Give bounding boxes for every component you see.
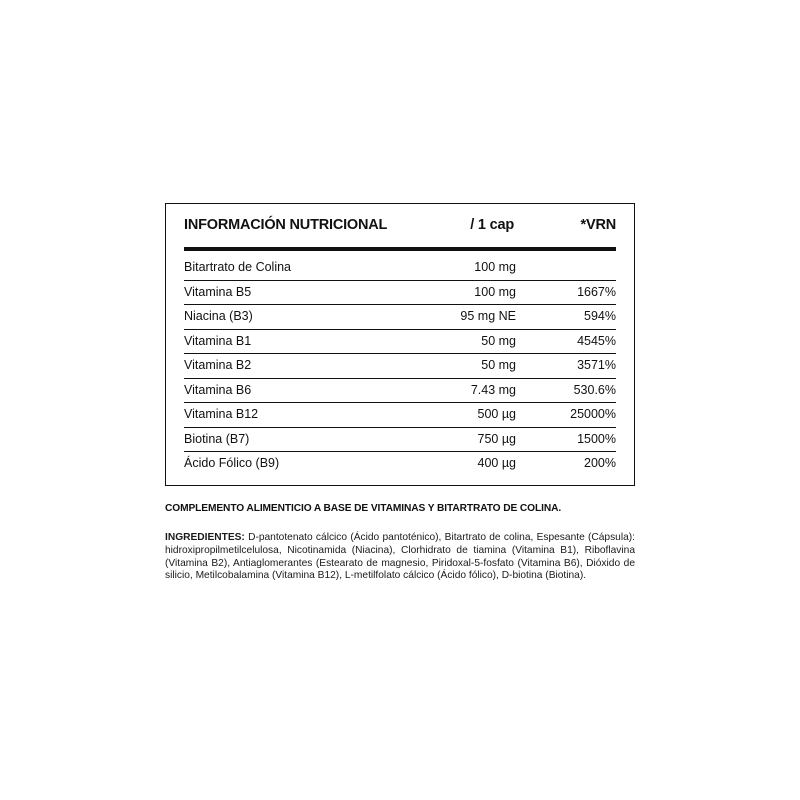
- nutrition-facts-panel: [165, 203, 635, 486]
- nutrient-vrn: 200%: [584, 456, 616, 470]
- nutrient-dose: 100 mg: [474, 284, 516, 299]
- nutrient-name: Niacina (B3): [184, 309, 253, 323]
- nutrient-dose: 50 mg: [481, 358, 516, 372]
- nutrient-name: Ácido Fólico (B9): [184, 456, 280, 470]
- header-vrn-label: *VRN: [580, 217, 616, 233]
- nutrient-dose: 50 mg: [481, 333, 516, 348]
- table-row: [184, 379, 616, 404]
- header-divider: [184, 247, 616, 251]
- nutrient-name: Vitamina B6: [184, 382, 252, 397]
- nutrient-vrn: 3571%: [577, 358, 616, 372]
- nutrition-table-header: [184, 217, 616, 239]
- nutrition-table-rows: [184, 256, 616, 477]
- nutrient-name: Biotina (B7): [184, 431, 250, 446]
- table-row: [184, 428, 616, 453]
- supplement-title: COMPLEMENTO ALIMENTICIO A BASE DE VITAMINAS Y BITARTRATO DE COLINA.: [165, 503, 562, 514]
- table-row: [184, 256, 616, 281]
- ingredients-label: INGREDIENTES:: [165, 532, 245, 543]
- nutrient-vrn: 530.6%: [573, 382, 616, 397]
- nutrient-vrn: 1667%: [577, 284, 616, 299]
- table-row: [184, 281, 616, 306]
- nutrient-dose: 500 µg: [477, 407, 516, 421]
- nutrient-name: Bitartrato de Colina: [184, 260, 292, 274]
- table-row: [184, 330, 616, 355]
- table-row: [184, 305, 616, 330]
- nutrient-vrn: 594%: [584, 309, 616, 323]
- nutrient-dose: 7.43 mg: [470, 382, 516, 397]
- nutrient-vrn: 1500%: [577, 431, 616, 446]
- ingredients-paragraph: [165, 532, 635, 583]
- nutrient-name: Vitamina B12: [184, 407, 259, 421]
- nutrient-name: Vitamina B1: [184, 333, 252, 348]
- nutrient-vrn: 25000%: [570, 407, 616, 421]
- nutrient-name: Vitamina B2: [184, 358, 252, 372]
- header-nutrient-label: INFORMACIÓN NUTRICIONAL: [184, 217, 388, 233]
- nutrient-dose: 100 mg: [474, 260, 516, 274]
- header-dose-label: / 1 cap: [470, 217, 514, 233]
- nutrient-dose: 400 µg: [477, 456, 516, 470]
- nutrient-vrn: 4545%: [577, 333, 616, 348]
- nutrient-name: Vitamina B5: [184, 284, 252, 299]
- table-row: [184, 452, 616, 477]
- ingredients-text: D-pantotenato cálcico (Ácido pantoténico), Bitartrato de colina, Espesante (Cápsula): hidroxipropilmetilcelulosa, Nicotinamida (Niacina), Clorhidrato de tiamina (Vitamina B1), Riboflavina (Vitamina B2), Antiaglomerantes (Estearato de magnesio, Piridoxal-5-fosfato (Vitamina B6), Dióxido de silicio, Metilcobalamina (Vitamina B12), L-metilfolato cálcico (Ácido fólico), D-biotina (Biotina).: [165, 532, 635, 582]
- nutrient-dose: 750 µg: [477, 431, 516, 446]
- table-row: [184, 403, 616, 428]
- nutrient-dose: 95 mg NE: [460, 309, 516, 323]
- table-row: [184, 354, 616, 379]
